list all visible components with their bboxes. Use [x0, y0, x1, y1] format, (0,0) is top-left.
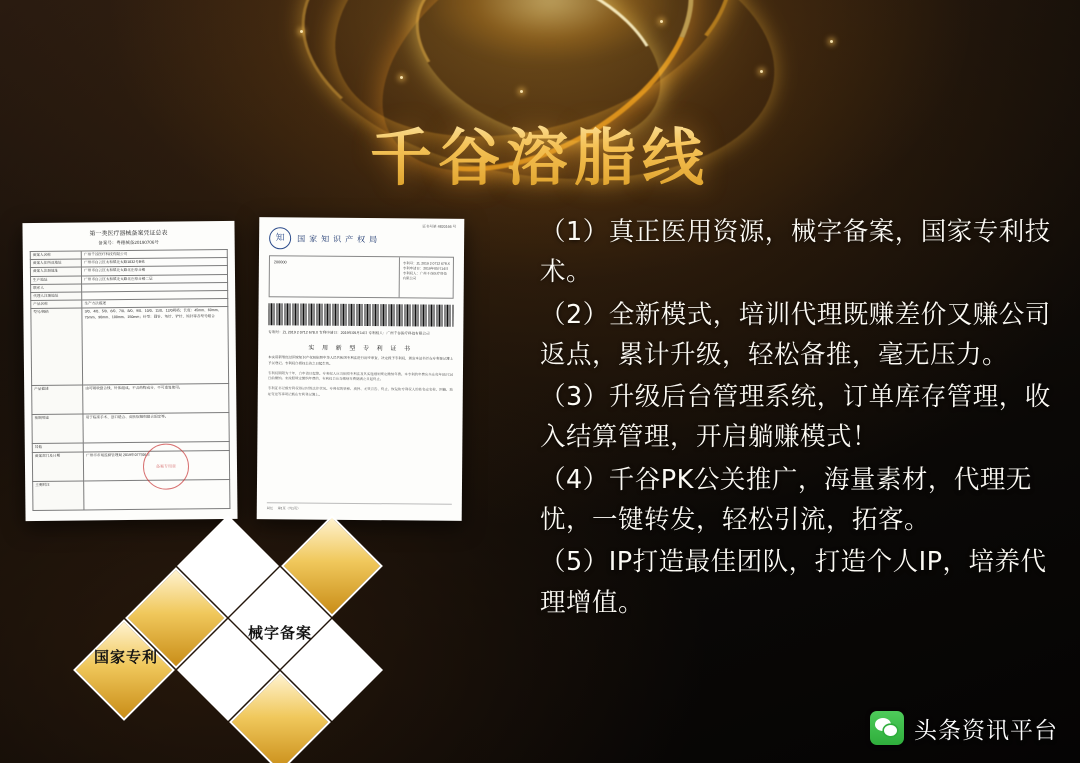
- glow-core: [430, 0, 670, 60]
- row-label: 联系人: [31, 284, 82, 293]
- certificate-2-header-row: [259, 217, 464, 251]
- certificate-2-header: 国家知识产权局: [297, 233, 382, 244]
- spark-icon: [300, 30, 303, 33]
- row-value: 生产方法描述: [82, 299, 228, 309]
- row-label: 备案人名称: [30, 251, 81, 260]
- row-value: 广州市市场监督管理局 2019年07月06日: [84, 450, 230, 481]
- certificate-1-header: 第一类医疗器械备案凭证总表: [89, 229, 168, 238]
- row-label: 主要附注: [33, 481, 85, 511]
- row-label: 备案人住所及地址: [30, 259, 81, 268]
- certificate-2-paragraph: 专利证书记载专利权登记时的法律状况。专利权的转移、质押、无效宣告、终止、恢复和专利权人的姓名或名称、国籍、地址变更等事项记载在专利登记簿上。: [267, 386, 453, 397]
- spark-icon: [660, 20, 663, 23]
- row-label: 代理人注册地址: [31, 292, 82, 301]
- certificate-2-paragraph: 本实用新型经过国家知识产权局依照中华人民共和国专利法进行初步审查，决定授予专利权，颁发本证书并在专利登记簿上予以登记。专利权自授权公告之日起生效。: [268, 355, 454, 366]
- official-stamp-icon: 备案专用章: [143, 443, 189, 489]
- spark-icon: [400, 76, 403, 79]
- selling-point-5: （5）IP打造最佳团队，打造个人IP，培养代理增值。: [540, 547, 1047, 618]
- row-label: 型号/规格: [31, 308, 83, 386]
- row-value: 广州市白云区太和镇北太路北庄综合楼二层: [82, 274, 228, 284]
- row-value: 3/0、4/0、5/0、6/0、7/0、8/0、9/0、10/0、11/0、12/0规格；长度：45mm、60mm、75mm、90mm、100mm、150mm；针型：圆针、角针、铲针、钝针等各型号组合: [82, 307, 229, 386]
- selling-point-1: （1）真正医用资源，械字备案，国家专利技术。: [540, 217, 1051, 288]
- badge-label-filing: 械字备案: [248, 624, 313, 642]
- spark-icon: [520, 90, 523, 93]
- diamond-badge-group: [94, 530, 448, 730]
- national-emblem-icon: 知: [269, 227, 291, 249]
- row-label: 预期用途: [32, 414, 84, 444]
- row-label: 备案部门及日期: [32, 452, 84, 482]
- certificate-2-footer-note: 第1页（共1页）: [277, 506, 301, 511]
- certificate-2-box-note: 专利号：ZL 2019 2 0712 678.X 专利申请日：2019年05月14日 专利权人：广州千谷医疗科技有限公司: [399, 257, 453, 297]
- row-label: 备案人注册地址: [30, 267, 81, 276]
- selling-point-3: （3）升级后台管理系统，订单库存管理，收入结算管理，开启躺赚模式！: [540, 382, 1051, 453]
- certificate-1-table: [30, 249, 231, 511]
- certificate-2-footer-left: 局长: [266, 506, 274, 511]
- row-value: 广州千谷医疗科技有限公司: [81, 249, 227, 259]
- row-value: 广州市白云区太和镇北太路1832号B栋: [82, 258, 228, 268]
- table-row: [32, 384, 229, 415]
- certificate-1-subheader: 备案号：粤穗械备20190706号: [98, 239, 159, 246]
- certificate-2-number: 证书号第 4820166 号: [422, 224, 457, 229]
- certificate-patent: [257, 217, 465, 521]
- badge-label-patent: 国家专利: [94, 648, 159, 666]
- selling-point-2: （2）全新模式，培训代理既赚差价又赚公司返点，累计升级，轻松备推，毫无压力。: [540, 299, 1051, 370]
- certificate-2-title: 实 用 新 型 专 利 证 书: [308, 345, 414, 353]
- barcode-icon: [268, 303, 453, 327]
- selling-points-list: [540, 212, 1060, 625]
- row-value: 用于临床手术、创口缝合、皮肤软组织缝合固定等。: [83, 413, 229, 444]
- wechat-account-footer: [870, 711, 1058, 745]
- certificate-2-patent-line: 专利号：ZL 2019 2 0712 678.X 专利申请日：2019年05月14日 专利权人：广州千谷医疗科技有限公司: [268, 330, 430, 336]
- row-value: 广州市白云区太和镇北太路北庄综合楼: [82, 266, 228, 276]
- table-row: [32, 450, 229, 481]
- spark-icon: [760, 70, 763, 73]
- row-label: 生产地址: [31, 276, 82, 285]
- table-row: [33, 479, 230, 510]
- page-title: 千谷溶脂线: [0, 108, 1080, 197]
- row-label: 产品描述: [32, 385, 84, 415]
- certificate-2-code: 200000: [273, 260, 287, 265]
- certificate-2-footer: [267, 502, 452, 513]
- wechat-icon: [870, 711, 904, 745]
- spark-icon: [830, 40, 833, 43]
- wechat-account-name: 头条资讯平台: [914, 717, 1058, 744]
- selling-point-4: （4）千谷PK公关推广，海量素材，代理无忧，一键转发，轻松引流，拓客。: [540, 464, 1032, 535]
- table-row: [31, 307, 229, 386]
- row-label: 产品名称: [31, 300, 82, 309]
- table-row: [32, 413, 229, 444]
- certificate-2-paragraph: 专利权期限为十年，自申请日起算。专利权人应当依照专利法及其实施细则规定缴纳年费。本专利的年费应当在每年05月14日前缴纳。未按照规定缴纳年费的，专利权自应当缴纳年费期满之日起终止。: [267, 370, 453, 382]
- certificate-filing-form: [22, 221, 237, 521]
- row-value: 由可吸收缝合线、针体组成。不含药物成分，不可重复使用。: [83, 384, 229, 415]
- certificate-2-infobox: [269, 255, 454, 299]
- row-label: 其他: [32, 443, 83, 452]
